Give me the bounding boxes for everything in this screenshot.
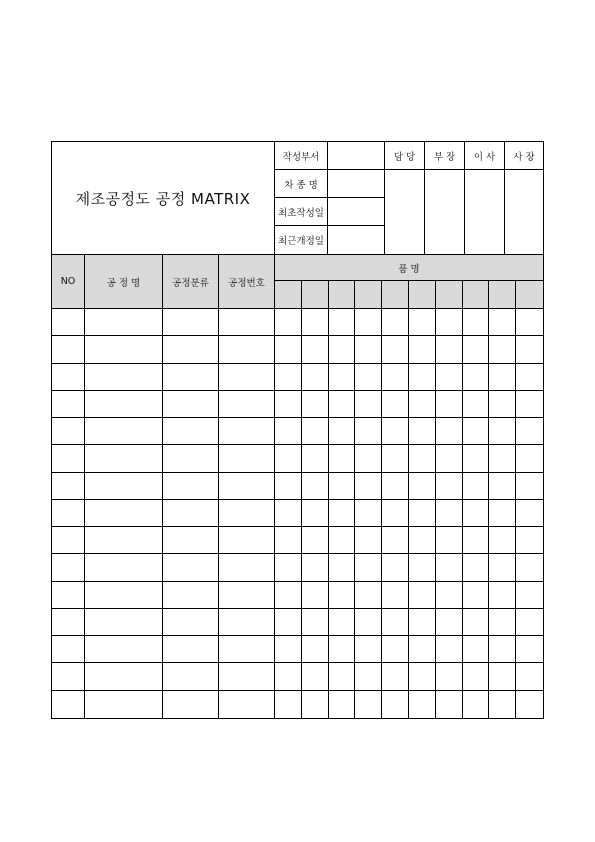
cell-product-check[interactable]: [275, 309, 302, 336]
cell-process-name[interactable]: [85, 391, 163, 418]
cell-process-no[interactable]: [219, 336, 275, 363]
cell-product-check[interactable]: [355, 527, 382, 554]
cell-product-check[interactable]: [463, 391, 490, 418]
cell-product-check[interactable]: [436, 554, 463, 581]
cell-product-check[interactable]: [382, 391, 409, 418]
cell-product-check[interactable]: [436, 609, 463, 636]
cell-product-check[interactable]: [382, 582, 409, 609]
cell-product-check[interactable]: [409, 418, 436, 445]
cell-product-check[interactable]: [302, 554, 329, 581]
cell-no[interactable]: [52, 636, 85, 663]
matrix-form: [51, 141, 544, 719]
cell-product-check[interactable]: [382, 554, 409, 581]
product-subheader-cell[interactable]: [382, 281, 409, 309]
cell-process-no[interactable]: [219, 391, 275, 418]
product-subheader-cell[interactable]: [409, 281, 436, 309]
cell-process-no[interactable]: [219, 473, 275, 500]
cell-product-check[interactable]: [436, 309, 463, 336]
cell-process-name[interactable]: [85, 691, 163, 718]
cell-product-check[interactable]: [463, 527, 490, 554]
cell-process-no[interactable]: [219, 418, 275, 445]
info-label-model: 차 종 명: [275, 170, 328, 198]
cell-product-check[interactable]: [329, 309, 356, 336]
cell-product-check[interactable]: [275, 609, 302, 636]
approval-label-staff: 담 당: [385, 142, 425, 170]
cell-product-check[interactable]: [409, 336, 436, 363]
cell-product-check[interactable]: [302, 663, 329, 690]
cell-product-check[interactable]: [302, 582, 329, 609]
info-value-revision-date[interactable]: [328, 226, 385, 254]
cell-product-check[interactable]: [275, 663, 302, 690]
cell-product-check[interactable]: [436, 663, 463, 690]
header-process-class: 공정분류: [163, 254, 219, 309]
cell-process-name[interactable]: [85, 527, 163, 554]
cell-product-check[interactable]: [302, 309, 329, 336]
cell-product-check[interactable]: [463, 309, 490, 336]
cell-product-check[interactable]: [409, 364, 436, 391]
cell-process-name[interactable]: [85, 554, 163, 581]
cell-product-check[interactable]: [409, 554, 436, 581]
cell-process-no[interactable]: [219, 582, 275, 609]
cell-product-check[interactable]: [329, 636, 356, 663]
cell-product-check[interactable]: [516, 691, 543, 718]
cell-product-check[interactable]: [516, 336, 543, 363]
cell-process-name[interactable]: [85, 364, 163, 391]
cell-product-check[interactable]: [489, 636, 516, 663]
cell-no[interactable]: [52, 582, 85, 609]
cell-product-check[interactable]: [302, 336, 329, 363]
cell-product-check[interactable]: [516, 309, 543, 336]
cell-product-check[interactable]: [409, 391, 436, 418]
cell-product-check[interactable]: [489, 364, 516, 391]
cell-product-check[interactable]: [516, 391, 543, 418]
cell-product-check[interactable]: [329, 609, 356, 636]
cell-product-check[interactable]: [355, 582, 382, 609]
cell-product-check[interactable]: [516, 527, 543, 554]
cell-no[interactable]: [52, 554, 85, 581]
cell-process-class[interactable]: [163, 554, 219, 581]
cell-product-check[interactable]: [463, 609, 490, 636]
cell-product-check[interactable]: [489, 691, 516, 718]
cell-product-check[interactable]: [382, 609, 409, 636]
cell-no[interactable]: [52, 336, 85, 363]
cell-product-check[interactable]: [516, 364, 543, 391]
cell-product-check[interactable]: [275, 500, 302, 527]
cell-product-check[interactable]: [329, 364, 356, 391]
cell-product-check[interactable]: [516, 609, 543, 636]
header-process-name: 공 정 명: [85, 254, 163, 309]
cell-no[interactable]: [52, 691, 85, 718]
cell-product-check[interactable]: [275, 554, 302, 581]
cell-product-check[interactable]: [302, 391, 329, 418]
cell-product-check[interactable]: [275, 445, 302, 472]
cell-product-check[interactable]: [436, 445, 463, 472]
cell-product-check[interactable]: [275, 364, 302, 391]
cell-product-check[interactable]: [516, 445, 543, 472]
cell-product-check[interactable]: [463, 582, 490, 609]
cell-product-check[interactable]: [516, 500, 543, 527]
cell-product-check[interactable]: [329, 554, 356, 581]
cell-product-check[interactable]: [382, 418, 409, 445]
cell-product-check[interactable]: [275, 582, 302, 609]
cell-process-name[interactable]: [85, 336, 163, 363]
approval-label-manager: 부 장: [425, 142, 465, 170]
cell-product-check[interactable]: [355, 445, 382, 472]
cell-product-check[interactable]: [463, 364, 490, 391]
cell-process-class[interactable]: [163, 473, 219, 500]
cell-product-check[interactable]: [489, 473, 516, 500]
cell-product-check[interactable]: [436, 336, 463, 363]
approval-label-president: 사 장: [505, 142, 543, 170]
cell-product-check[interactable]: [409, 609, 436, 636]
cell-process-name[interactable]: [85, 609, 163, 636]
header-process-no: 공정번호: [219, 254, 275, 309]
cell-process-name[interactable]: [85, 473, 163, 500]
cell-process-no[interactable]: [219, 364, 275, 391]
cell-product-check[interactable]: [382, 500, 409, 527]
info-label-first-date: 최초작성일: [275, 198, 328, 226]
cell-process-class[interactable]: [163, 309, 219, 336]
cell-product-check[interactable]: [302, 364, 329, 391]
cell-product-check[interactable]: [382, 336, 409, 363]
cell-product-check[interactable]: [463, 500, 490, 527]
cell-process-no[interactable]: [219, 309, 275, 336]
cell-product-check[interactable]: [489, 500, 516, 527]
approval-label-director: 이 사: [465, 142, 505, 170]
cell-product-check[interactable]: [489, 336, 516, 363]
cell-product-check[interactable]: [275, 636, 302, 663]
product-subheader-cell[interactable]: [463, 281, 490, 309]
cell-product-check[interactable]: [275, 418, 302, 445]
product-subheader-cell[interactable]: [436, 281, 463, 309]
cell-product-check[interactable]: [489, 663, 516, 690]
cell-product-check[interactable]: [382, 309, 409, 336]
cell-product-check[interactable]: [489, 582, 516, 609]
cell-product-check[interactable]: [382, 445, 409, 472]
cell-product-check[interactable]: [489, 527, 516, 554]
product-subheader-cell[interactable]: [275, 281, 302, 309]
cell-no[interactable]: [52, 527, 85, 554]
document-title: 제조공정도 공정 MATRIX: [52, 142, 275, 254]
cell-product-check[interactable]: [463, 418, 490, 445]
cell-no[interactable]: [52, 418, 85, 445]
cell-product-check[interactable]: [489, 309, 516, 336]
cell-no[interactable]: [52, 663, 85, 690]
header-no: NO: [52, 254, 85, 309]
cell-process-class[interactable]: [163, 636, 219, 663]
cell-product-check[interactable]: [516, 473, 543, 500]
cell-process-name[interactable]: [85, 500, 163, 527]
cell-process-class[interactable]: [163, 336, 219, 363]
cell-product-check[interactable]: [302, 609, 329, 636]
cell-product-check[interactable]: [463, 691, 490, 718]
cell-product-check[interactable]: [463, 554, 490, 581]
cell-product-check[interactable]: [489, 391, 516, 418]
cell-product-check[interactable]: [329, 527, 356, 554]
cell-process-class[interactable]: [163, 609, 219, 636]
cell-product-check[interactable]: [329, 445, 356, 472]
cell-process-no[interactable]: [219, 445, 275, 472]
cell-product-check[interactable]: [436, 691, 463, 718]
cell-product-check[interactable]: [436, 527, 463, 554]
product-subheader-cell[interactable]: [489, 281, 516, 309]
cell-process-name[interactable]: [85, 445, 163, 472]
cell-product-check[interactable]: [516, 582, 543, 609]
cell-product-check[interactable]: [489, 445, 516, 472]
cell-product-check[interactable]: [355, 500, 382, 527]
cell-process-class[interactable]: [163, 500, 219, 527]
cell-product-check[interactable]: [355, 554, 382, 581]
cell-product-check[interactable]: [409, 473, 436, 500]
cell-process-class[interactable]: [163, 391, 219, 418]
cell-product-check[interactable]: [463, 445, 490, 472]
cell-product-check[interactable]: [302, 445, 329, 472]
cell-product-check[interactable]: [382, 527, 409, 554]
cell-process-class[interactable]: [163, 364, 219, 391]
cell-product-check[interactable]: [516, 554, 543, 581]
cell-product-check[interactable]: [329, 336, 356, 363]
cell-product-check[interactable]: [355, 309, 382, 336]
cell-product-check[interactable]: [275, 527, 302, 554]
cell-no[interactable]: [52, 445, 85, 472]
cell-product-check[interactable]: [275, 691, 302, 718]
product-subheader-cell[interactable]: [329, 281, 356, 309]
cell-process-no[interactable]: [219, 691, 275, 718]
cell-process-no[interactable]: [219, 500, 275, 527]
cell-product-check[interactable]: [436, 418, 463, 445]
cell-product-check[interactable]: [463, 663, 490, 690]
cell-product-check[interactable]: [275, 473, 302, 500]
cell-product-check[interactable]: [463, 473, 490, 500]
info-value-model[interactable]: [328, 170, 385, 198]
cell-product-check[interactable]: [302, 418, 329, 445]
cell-process-class[interactable]: [163, 527, 219, 554]
cell-product-check[interactable]: [382, 691, 409, 718]
cell-product-check[interactable]: [516, 418, 543, 445]
cell-product-check[interactable]: [329, 663, 356, 690]
cell-no[interactable]: [52, 309, 85, 336]
cell-product-check[interactable]: [355, 609, 382, 636]
cell-product-check[interactable]: [355, 663, 382, 690]
cell-product-check[interactable]: [463, 336, 490, 363]
info-label-dept: 작성부서: [275, 142, 328, 170]
cell-product-check[interactable]: [436, 582, 463, 609]
cell-product-check[interactable]: [355, 691, 382, 718]
approval-sign-staff[interactable]: [385, 170, 425, 254]
approval-sign-president[interactable]: [505, 170, 543, 254]
product-subheader-cell[interactable]: [355, 281, 382, 309]
cell-product-check[interactable]: [436, 500, 463, 527]
cell-product-check[interactable]: [409, 527, 436, 554]
product-subheader-cell[interactable]: [516, 281, 543, 309]
cell-product-check[interactable]: [409, 500, 436, 527]
cell-product-check[interactable]: [355, 391, 382, 418]
cell-process-class[interactable]: [163, 663, 219, 690]
cell-product-check[interactable]: [302, 500, 329, 527]
cell-product-check[interactable]: [329, 582, 356, 609]
cell-product-check[interactable]: [436, 636, 463, 663]
cell-product-check[interactable]: [409, 636, 436, 663]
cell-product-check[interactable]: [516, 663, 543, 690]
cell-product-check[interactable]: [382, 473, 409, 500]
info-value-dept[interactable]: [328, 142, 385, 170]
cell-product-check[interactable]: [409, 582, 436, 609]
cell-product-check[interactable]: [302, 691, 329, 718]
cell-process-name[interactable]: [85, 663, 163, 690]
cell-product-check[interactable]: [409, 445, 436, 472]
info-label-revision-date: 최근개정일: [275, 226, 328, 254]
cell-product-check[interactable]: [463, 636, 490, 663]
cell-product-check[interactable]: [382, 636, 409, 663]
cell-product-check[interactable]: [436, 391, 463, 418]
cell-process-name[interactable]: [85, 582, 163, 609]
cell-product-check[interactable]: [355, 336, 382, 363]
cell-product-check[interactable]: [355, 364, 382, 391]
cell-process-no[interactable]: [219, 636, 275, 663]
header-product-name: 품 명: [275, 254, 543, 281]
cell-product-check[interactable]: [329, 691, 356, 718]
cell-product-check[interactable]: [436, 473, 463, 500]
cell-product-check[interactable]: [275, 391, 302, 418]
cell-product-check[interactable]: [329, 473, 356, 500]
cell-product-check[interactable]: [409, 663, 436, 690]
approval-sign-manager[interactable]: [425, 170, 465, 254]
cell-product-check[interactable]: [329, 391, 356, 418]
cell-no[interactable]: [52, 500, 85, 527]
cell-product-check[interactable]: [436, 364, 463, 391]
cell-product-check[interactable]: [302, 636, 329, 663]
cell-product-check[interactable]: [329, 500, 356, 527]
cell-product-check[interactable]: [355, 473, 382, 500]
cell-product-check[interactable]: [329, 418, 356, 445]
cell-process-no[interactable]: [219, 554, 275, 581]
cell-product-check[interactable]: [489, 609, 516, 636]
cell-process-name[interactable]: [85, 309, 163, 336]
cell-no[interactable]: [52, 364, 85, 391]
cell-process-name[interactable]: [85, 636, 163, 663]
cell-product-check[interactable]: [302, 527, 329, 554]
cell-product-check[interactable]: [409, 309, 436, 336]
cell-product-check[interactable]: [489, 554, 516, 581]
cell-no[interactable]: [52, 609, 85, 636]
product-subheader-cell[interactable]: [302, 281, 329, 309]
cell-product-check[interactable]: [355, 636, 382, 663]
cell-process-class[interactable]: [163, 691, 219, 718]
cell-product-check[interactable]: [489, 418, 516, 445]
cell-process-class[interactable]: [163, 445, 219, 472]
cell-process-name[interactable]: [85, 418, 163, 445]
cell-no[interactable]: [52, 391, 85, 418]
info-value-first-date[interactable]: [328, 198, 385, 226]
cell-process-class[interactable]: [163, 582, 219, 609]
cell-product-check[interactable]: [302, 473, 329, 500]
approval-sign-director[interactable]: [465, 170, 505, 254]
cell-process-class[interactable]: [163, 418, 219, 445]
cell-process-no[interactable]: [219, 609, 275, 636]
cell-product-check[interactable]: [382, 663, 409, 690]
cell-product-check[interactable]: [516, 636, 543, 663]
cell-process-no[interactable]: [219, 527, 275, 554]
cell-product-check[interactable]: [275, 336, 302, 363]
cell-no[interactable]: [52, 473, 85, 500]
cell-product-check[interactable]: [409, 691, 436, 718]
cell-process-no[interactable]: [219, 663, 275, 690]
cell-product-check[interactable]: [382, 364, 409, 391]
cell-product-check[interactable]: [355, 418, 382, 445]
